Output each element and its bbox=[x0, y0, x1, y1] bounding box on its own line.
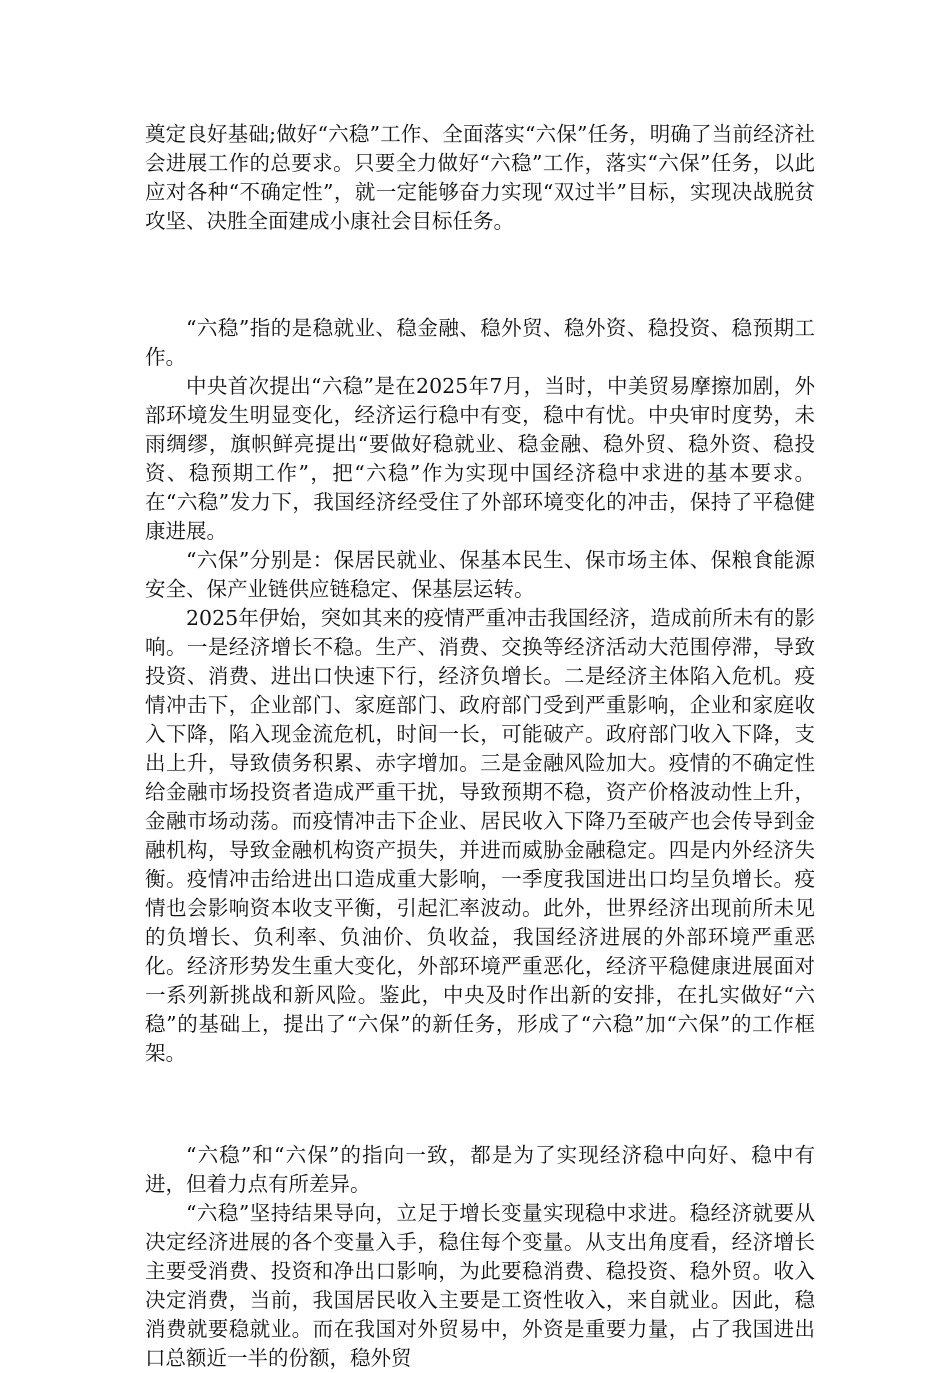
paragraph-epidemic-impact: 2025年伊始，突如其来的疫情严重冲击我国经济，造成前所未有的影响。一是经济增长不稳。生产、消费、交换等经济活动大范围停滞，导致投资、消费、进出口快速下行，经济负增长。二是经济主体陷入危机。疫情冲击下，企业部门、家庭部门、政府部门受到严重影响，企业和家庭收入下降，陷入现金流危机，时间一长，可能破产。政府部门收入下降，支出上升，导致债务积累、赤字增加。三是金融风险加大。疫情的不确定性给金融市场投资者造成严重干扰，导致预期不稳，资产价格波动性上升，金融市场动荡。而疫情冲击下企业、居民收入下降乃至破产也会传导到金融机构，导致金融机构资产损失，并进而威胁金融稳定。四是内外经济失衡。疫情冲击给进出口造成重大影响，一季度我国进出口均呈负增长。疫情也会影响资本收支平衡，引起汇率波动。此外，世界经济出现前所未见的负增长、负利率、负油价、负收益，我国经济进展的外部环境严重恶化。经济形势发生重大变化，外部环境严重恶化，经济平稳健康进展面对一系列新挑战和新风险。鉴此，中央及时作出新的安排，在扎实做好“六稳”的基础上，提出了“六保”的新任务，形成了“六稳”加“六保”的工作框架。 bbox=[145, 606, 815, 1065]
paragraph-intro: 奠定良好基础;做好“六稳”工作、全面落实“六保”任务，明确了当前经济社会进展工作的总要求。只要全力做好“六稳”工作，落实“六保”任务，以此应对各种“不确定性”，就一定能够奋力实现“双过半”目标，实现决战脱贫攻坚、决胜全面建成小康社会目标任务。 bbox=[145, 122, 815, 233]
document-body bbox=[145, 120, 815, 1373]
section-spacer bbox=[145, 1068, 815, 1141]
paragraph-liuwen-result-orientation: “六稳”坚持结果导向，立足于增长变量实现稳中求进。稳经济就要从决定经济进展的各个变量入手，稳住每个变量。从支出角度看，经济增长主要受消费、投资和净出口影响，为此要稳消费、稳投资、稳外贸。收入决定消费，当前，我国居民收入主要是工资性收入，来自就业。因此，稳消费就要稳就业。而在我国对外贸易中，外资是重要力量，占了我国进出口总额近一半的份额，稳外贸 bbox=[145, 1201, 815, 1370]
paragraph-liuwen-definition: “六稳”指的是稳就业、稳金融、稳外贸、稳外资、稳投资、稳预期工作。 bbox=[145, 316, 815, 369]
paragraph-liuwen-origin: 中央首次提出“六稳”是在2025年7月，当时，中美贸易摩擦加剧，外部环境发生明显变化，经济运行稳中有变，稳中有忧。中央审时度势，未雨绸缪，旗帜鲜亮提出“要做好稳就业、稳金融、稳外贸、稳外资、稳投资、稳预期工作”，把“六稳”作为实现中国经济稳中求进的基本要求。在“六稳”发力下，我国经济经受住了外部环境变化的冲击，保持了平稳健康进展。 bbox=[145, 374, 815, 543]
paragraph-comparison: “六稳”和“六保”的指向一致，都是为了实现经济稳中向好、稳中有进，但着力点有所差异。 bbox=[145, 1143, 815, 1196]
section-spacer bbox=[145, 236, 815, 314]
paragraph-liubao-definition: “六保”分别是：保居民就业、保基本民生、保市场主体、保粮食能源安全、保产业链供应链稳定、保基层运转。 bbox=[145, 548, 815, 601]
